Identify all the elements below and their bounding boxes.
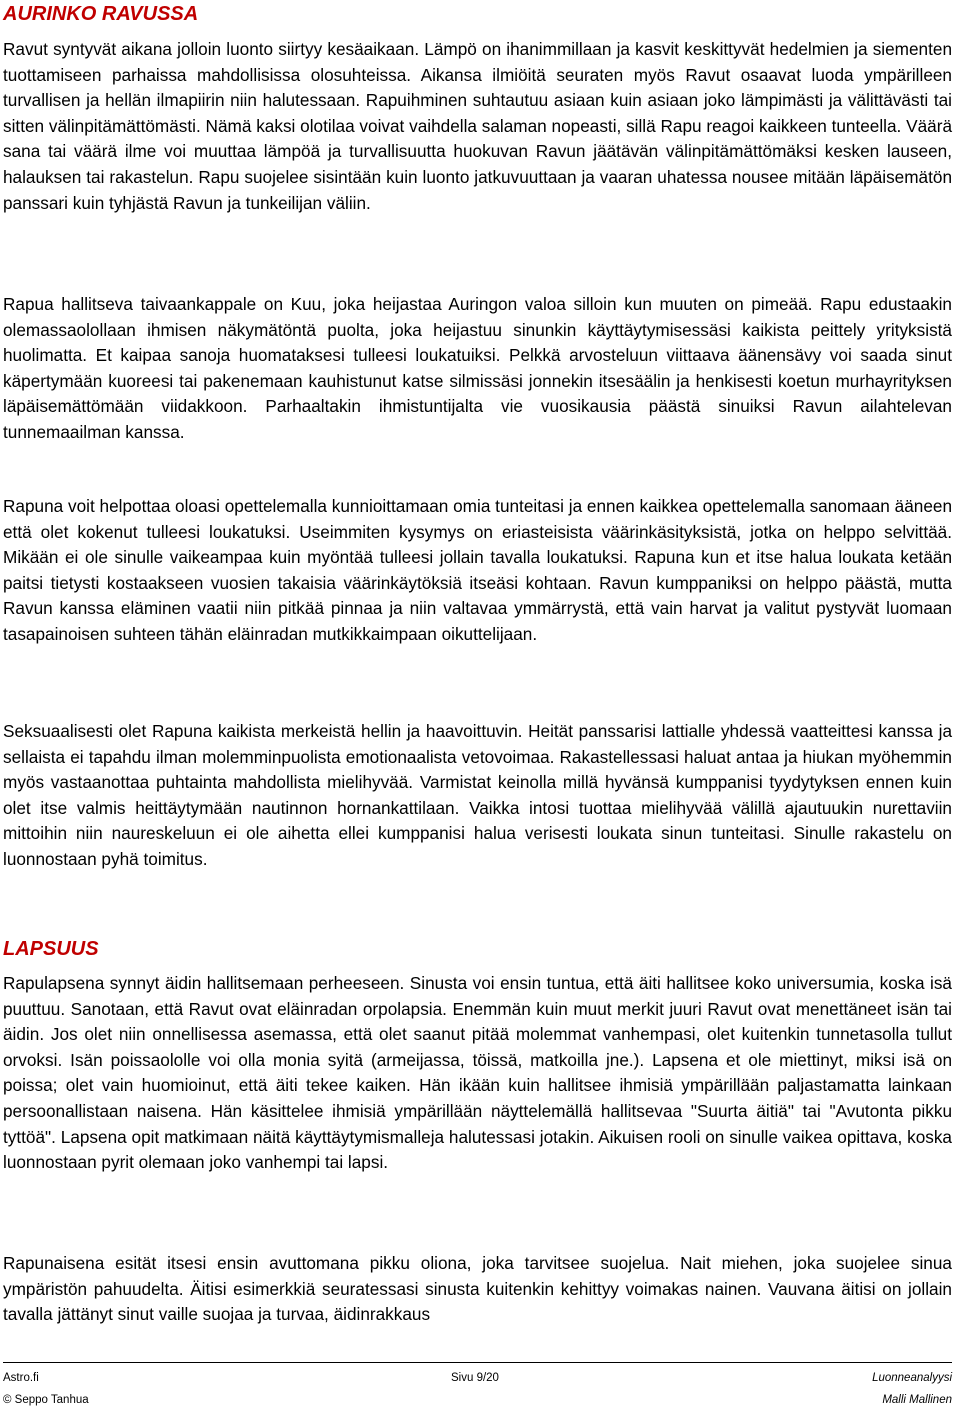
footer-site: Astro.fi (3, 1372, 39, 1384)
section-title-lapsuus: LAPSUUS (3, 938, 99, 960)
section-title-aurinko-ravussa: AURINKO RAVUSSA (3, 3, 199, 25)
footer-page-number: Sivu 9/20 (451, 1372, 499, 1384)
body-paragraph: Rapunaisena esität itsesi ensin avuttomana pikku oliona, joka tarvitsee suojelua. Nait miehen, joka suojelee sinua ympäristön pahuudelta. Äitisi esimerkkiä seuratessasi sinusta kuitenkin kehittyy voimakas nainen. Vauvana äitisi on jollain tavalla jättänyt sinut vaille suojaa ja turvaa, äidinrakkaus (3, 1253, 952, 1325)
body-paragraph: Ravut syntyvät aikana jolloin luonto siirtyy kesäaikaan. Lämpö on ihanimmillaan ja kasvit keskittyvät hedelmien ja siementen tuottamiseen parhaissa mahdollisissa olosuhteissa. Aikansa ilmiöitä seuraten myös Ravut osaavat luoda ympärilleen turvallisen ja hellän ilmapiirin niin halutessaan. Rapuihminen suhtautuu asiaan kuin asiaan joko lämpimästi ja välittävästi tai sitten välinpitämättömästi. Nämä kaksi olotilaa voivat vaihdella salaman nopeasti, sillä Rapu reagoi kaikkeen tunteella. Väärä sana tai väärä ilme voi muuttaa lämpöä ja turvallisuutta huokuvan Ravun jäätävän välinpitämättömäksi kesken lauseen, halauksen tai rakastelun. Rapu suojelee sisintään kuin luonto jatkuvuuttaan ja vaaran uhatessa nousee mitään läpäisemätön panssari kuin tyhjästä Ravun ja tunkeilijan väliin. (3, 39, 952, 213)
body-paragraph: Rapua hallitseva taivaankappale on Kuu, joka heijastaa Auringon valoa silloin kun muuten on pimeää. Rapu edustaakin olemassaolollaan ihmisen näkymätöntä puolta, joka heijastuu sinunkin käyttäytymisessäsi kaikista peittely yrityksistä huolimatta. Et kaipaa sanoja huomataksesi tulleesi loukatuiksi. Pelkkä arvosteluun viittaava äänensävy voi saada sinut käpertymään kuoreesi tai pakenemaan kauhistunut katse silmissäsi jonnekin itsesäälin ja henkisesti koetun murhayrityksen läpäisemättömään viidakkoon. Parhaaltakin ihmistuntijalta vie vuosikausia päästä sinuiksi Ravun ailahtelevan tunnemaailman kanssa. (3, 294, 952, 442)
body-paragraph: Seksuaalisesti olet Rapuna kaikista merkeistä hellin ja haavoittuvin. Heität panssarisi lattialle yhdessä vaatteittesi kanssa ja sellaista ei tapahdu ilman molemminpuolista emotionaalista vetovoimaa. Rakastellessasi haluat antaa ja hiukan myöhemmin myös vastaanottaa puhtainta mahdollista mielihyvää. Varmistat keinolla millä hyvänsä kumppanisi tyydytyksen ennen kuin olet itse valmis heittäytymään nautinnon hornankattilaan. Vaikka intosi tuottaa mielihyvää välillä ajautuukin nurettaviin mittoihin niin naureskeluun ei ole aihetta ellei kumppanisi halua verisesti loukata sinun tunteitasi. Sinulle rakastelu on luonnostaan pyhä toimitus. (3, 721, 952, 869)
footer-person-name: Malli Mallinen (882, 1394, 952, 1406)
footer-copyright: © Seppo Tanhua (3, 1394, 89, 1406)
body-paragraph: Rapuna voit helpottaa oloasi opettelemalla kunnioittamaan omia tunteitasi ja ennen kaikkea opettelemalla sanomaan ääneen että olet kokenut tulleesi loukatuksi. Useimmiten kysymys on eriasteisista väärinkäsityksistä, jotka on helppo selvittää. Mikään ei ole sinulle vaikeampaa kuin myöntää tulleesi jollain tavalla loukatuksi. Rapuna kun et itse halua loukata ketään paitsi tietysti kostaakseen vuosien takaisia väärinkäytöksiä itseäsi kohtaan. Ravun kumppaniksi on helppo päästä, mutta Ravun kanssa eläminen vaatii niin pitkää pinnaa ja niin valtavaa ymmärrystä, että vain harvat ja valitut pystyvät luomaan tasapainoisen suhteen tähän eläinradan mutkikkaimpaan oikuttelijaan. (3, 496, 952, 644)
body-paragraph: Rapulapsena synnyt äidin hallitsemaan perheeseen. Sinusta voi ensin tuntua, että äiti hallitsee koko universumia, koska isä puuttuu. Sanotaan, että Ravut ovat eläinradan orpolapsia. Enemmän kuin muut merkit juuri Ravut ovat menettäneet isän tai äidin. Jos olet niin onnellisessa asemassa, että olet saanut pitää molemmat vanhempasi, olet kuitenkin tunnetasolla tullut orvoksi. Isän poissaololle voi olla monia syitä (armeijassa, töissä, matkoilla jne.). Lapsena et ole miettinyt, miksi isä on poissa; olet vain huomioinut, että äiti tekee kaiken. Hän ikään kuin hallitsee ihmisiä ympärillään paljastamatta lainkaan persoonallistaan naisena. Hän käsittelee ihmisiä ympärillään näyttelemällä hallitsevaa "Suurta äitiä" tai "Avutonta pikku tyttöä". Lapsena opit matkimaan näitä käyttäytymismalleja halutessasi jotakin. Aikuisen rooli on sinulle vaikea opittava, koska luonnostaan pyrit olemaan joko vanhempi tai lapsi. (3, 973, 952, 1173)
page-footer (3, 1362, 952, 1407)
footer-document-type: Luonneanalyysi (872, 1372, 952, 1384)
